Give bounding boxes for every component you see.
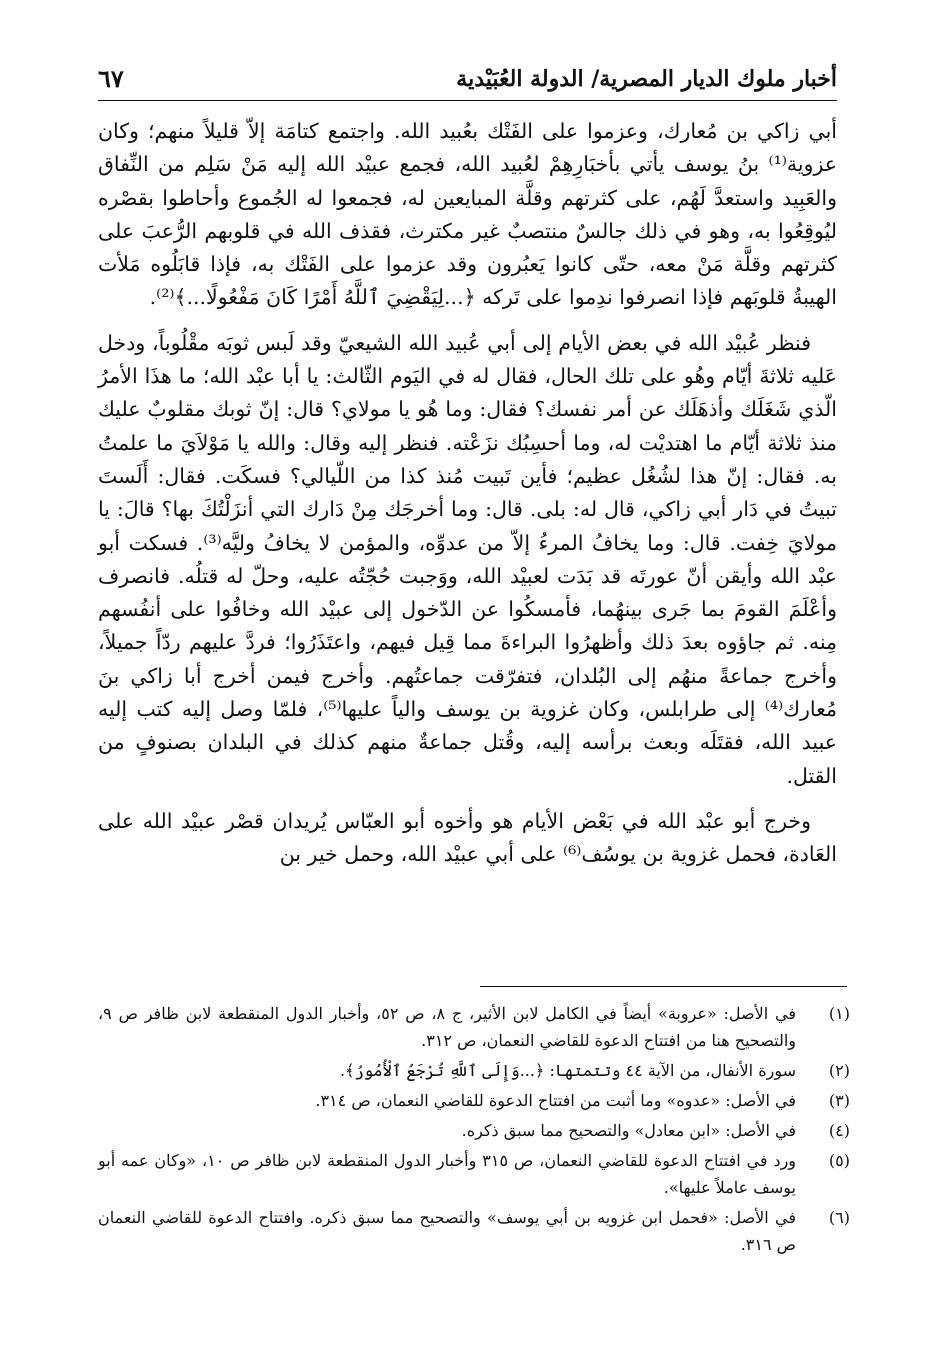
paragraph: وخرج أبو عبْد الله في بَعْض الأيام هو وأخوه أبو العبّاس يُريدان قصْر عبيْد الله على العَادة، فحمل غزوية بن يوسُف⁽⁶⁾ على أبي عبيْد الله، وحمل خير بن <box>98 808 837 867</box>
footnote-number: (٢) <box>828 1061 850 1080</box>
footnote-number: (٥) <box>828 1151 850 1170</box>
footnote <box>98 1117 850 1144</box>
main-text <box>98 115 837 872</box>
footnote <box>98 1057 850 1084</box>
footnote-text: في الأصل: «فحمل ابن غزويه بن أبي يوسف» والتصحيح مما سبق ذكره. وافتتاح الدعوة للقاضي النعمان ص ٣١٦. <box>98 1208 796 1254</box>
footnote <box>98 1087 850 1114</box>
page-header <box>98 58 837 101</box>
page-number: ٦٧ <box>98 64 124 93</box>
footnote-text: سورة الأنفال، من الآية ٤٤ وتتمتها: ﴿...وَإِلَى ٱللَّهِ تُرْجَعُ ٱلْأُمُورُ﴾. <box>340 1061 796 1080</box>
footnote-number: (٤) <box>828 1121 850 1140</box>
footnote-text: في الأصل: «ابن معادل» والتصحيح مما سبق ذكره. <box>461 1121 796 1140</box>
footnote-divider <box>480 986 847 987</box>
footnote-number: (٦) <box>828 1208 850 1227</box>
footnote-text: في الأصل: «عدوه» وما أثبت من افتتاح الدعوة للقاضي النعمان، ص ٣١٤. <box>315 1091 796 1110</box>
footnote-text: في الأصل: «عروبة» أيضاً في الكامل لابن الأثير، ج ٨، ص ٥٢، وأخبار الدول المنقطعة لابن ظافر ص ٩، والتصحيح هنا من افتتاح الدعوة للقاضي النعمان، ص ٣١٢. <box>98 1004 796 1050</box>
footnotes <box>98 1000 850 1261</box>
footnote <box>98 1204 850 1258</box>
paragraph: أبي زاكي بن مُعارك، وعزموا على الفَتْك بعُبيد الله. واجتمع كتامَة إلاّ قليلاً منهم؛ وكان عزوية⁽¹⁾ بنُ يوسف يأتي بأخبَارِهِمْ لعُبيد الله، فجمع عبيْد الله إليه مَنْ سَلِم من النِّفاق والعَبِيد واستعدَّ لَهُم، على كثرتهم وقلَّة المبايعين له، فجمعوا له الجُموع وأحاطوا بقصْره ليُوقِعُوا به، وهو في ذلك جالسٌ منتصبٌ غير مكترث، فقذف الله في قلوبهم الرُّعبَ على كثرتهم وقلَّة مَنْ معه، حتّى كانوا يَعبُرون وقد عزموا على الفَتْك به، فإذا قابَلُوه مَلأت الهيبةُ قلوبَهم فإذا انصرفوا ندِموا على تَركه ﴿...لِيَقْضِيَ ٱللَّهُ أَمْرًا كَانَ مَفْعُولًا...﴾⁽²⁾. <box>98 119 837 310</box>
footnote-number: (٣) <box>828 1091 850 1110</box>
footnote <box>98 1000 850 1054</box>
footnote-number: (١) <box>828 1004 850 1023</box>
footnote <box>98 1147 850 1201</box>
paragraph: فنظر عُبيْد الله في بعض الأيام إلى أبي عُبيد الله الشيعيّ وقد لَبس ثوبَه مقْلُوباً، ودخل عَليه ثلاثةَ أيّام وهُو على تلك الحال، فقال له في اليَوم الثّالث: يا أبا عبْد الله؛ ما هذَا الأمرُ الّذي شَغَلَك وأذهَلَك عن أمر نفسك؟ فقال: وما هُو يا مولاي؟ قال: إنّ ثوبك مقلوبٌ عليك منذ ثلاثة أيّام ما اهتديْت له، وما أحسِبُك نزَعْته. فنظر إليه وقال: والله يا مَوْلاَيَ ما علمتُ به. فقال: إنّ هذا لشُغُل عظيم؛ فأين تَبيت مُنذ كذا من اللّيالي؟ فسكَت. فقال: أَلَستَ تبيتُ في دَار أبي زاكي، قال له: بلى. قال: وما أخرجَك مِنْ دَارك التي أنزَلْتُكَ بها؟ قالَ: يا مولايَ خِفت. قال: وما يخافُ المرءُ إلاّ من عدوِّه، والمؤمن لا يخافُ وليَّه⁽³⁾. فسكت أبو عبْد الله وأيقن أنّ عورتَه قد بَدَت لعبيْد الله، ووَجبت حُجّتُه عليه، وحلّ له قتلُه. فانصرف وأعْلَمَ القومَ بما جَرى بينهُما، فأمسكُوا عن الدّخول إلى عبيْد الله وخافُوا على أنفُسهم مِنه. ثم جاؤوه بعدَ ذلك وأظهرُوا البراءةَ مما قِيل فيهم، واعتَذَرُوا؛ فردَّ عليهم ردّاً جميلاً، وأخرج جماعةً منهُم إلى البُلدان، فتفرّقت جماعتُهم. وأخرج فيمن أخرج أبا زاكي بنَ مُعارك⁽⁴⁾ إلى طرابلس، وكان غزوية بن يوسف والياً عليها⁽⁵⁾، فلمّا وصل إليه كتب إليه عبيد الله، فقتَلَه وبعث برأسه إليه، وقُتل جماعةٌ منهم كذلك في البلدان بصنوفٍ من القتل. <box>98 330 838 788</box>
running-title: أخبار ملوك الديار المصرية/ الدولة العُبَيْدية <box>456 66 837 92</box>
footnote-text: ورد في افتتاح الدعوة للقاضي النعمان، ص ٣١٥ وأخبار الدول المنقطعة لابن ظافر ص ١٠، «وكان عمه أبو يوسف عاملاً عليها». <box>98 1151 797 1197</box>
